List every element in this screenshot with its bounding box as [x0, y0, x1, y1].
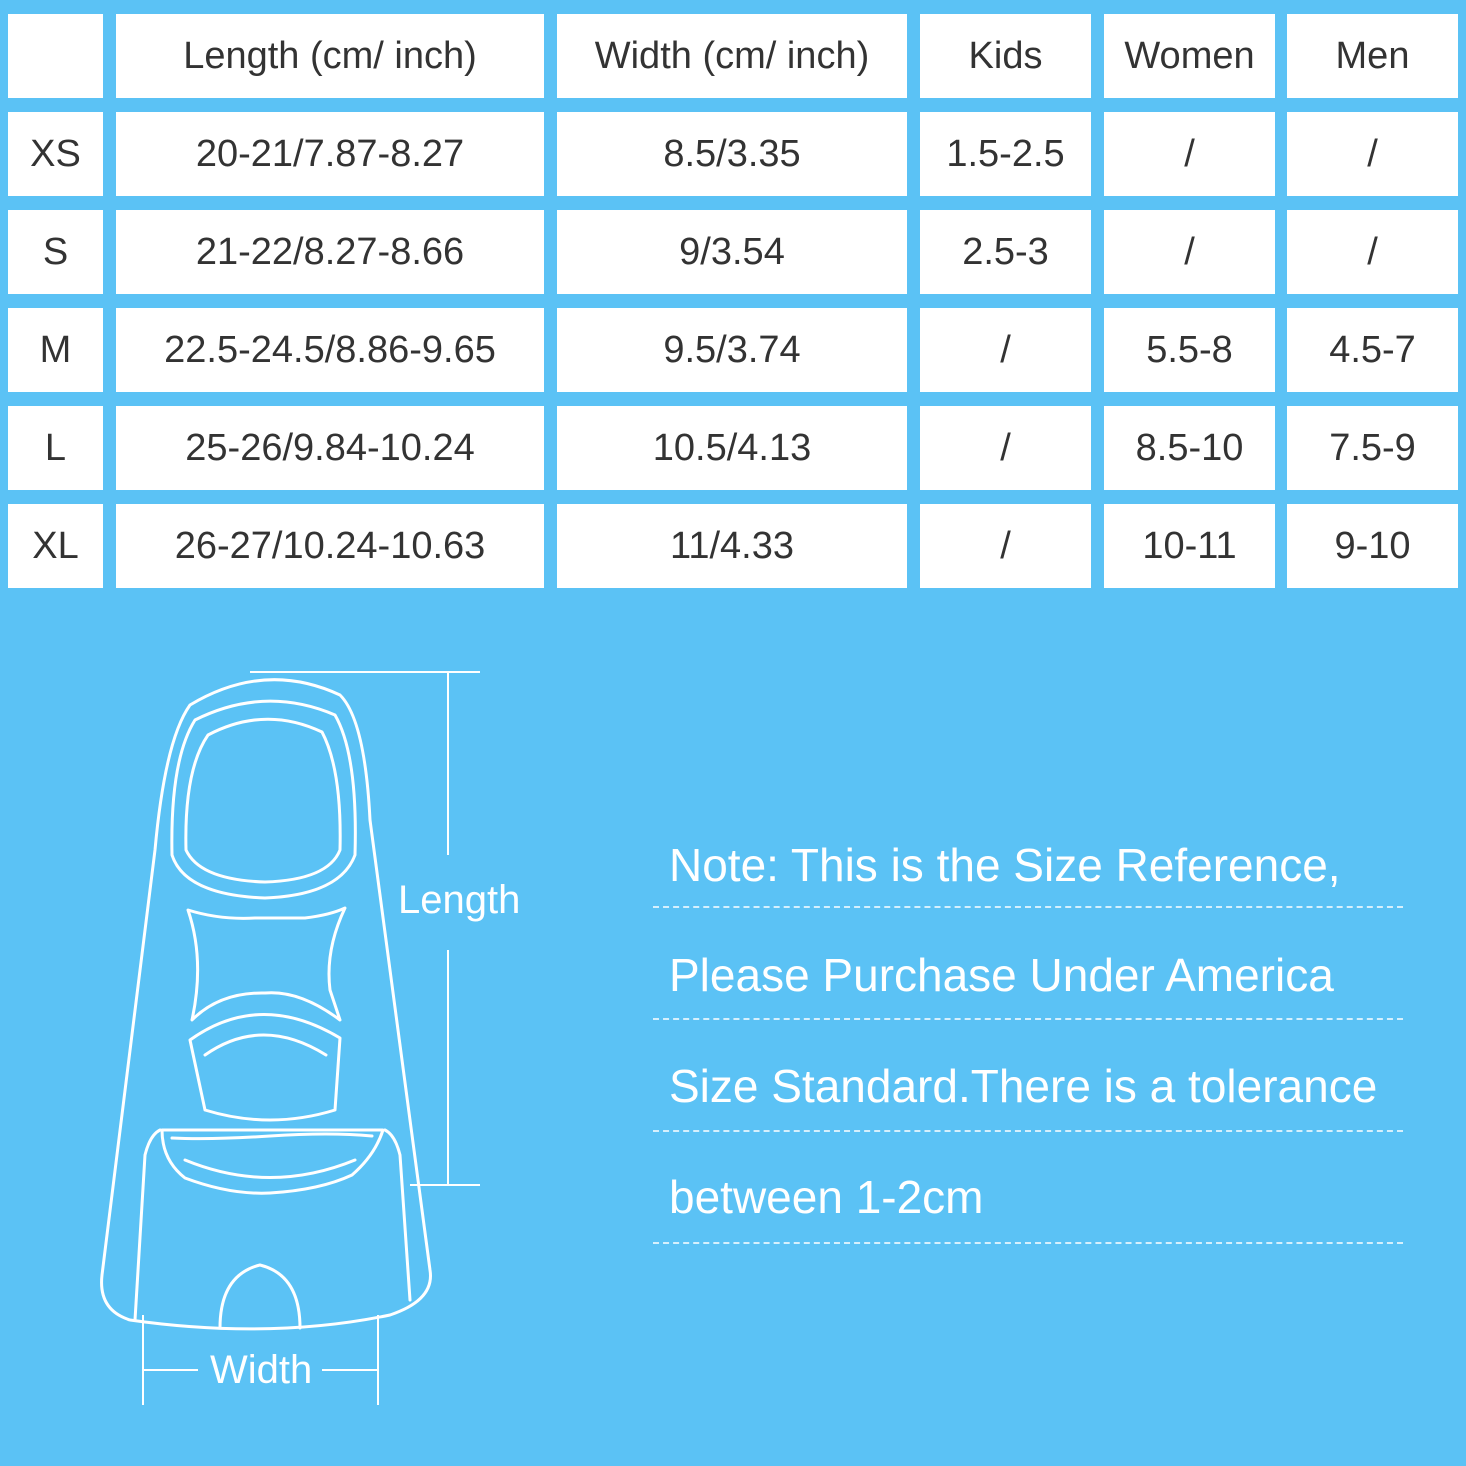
note-line: Size Standard.There is a tolerance	[669, 1060, 1378, 1112]
size-label-cell: XS	[8, 112, 103, 196]
table-cell: 7.5-9	[1287, 406, 1458, 490]
table-cell: 1.5-2.5	[920, 112, 1091, 196]
table-header-cell: Men	[1287, 14, 1458, 98]
size-label-cell: L	[8, 406, 103, 490]
table-cell: 5.5-8	[1104, 308, 1275, 392]
table-cell: 10.5/4.13	[557, 406, 907, 490]
table-cell: 11/4.33	[557, 504, 907, 588]
note-divider	[653, 906, 1403, 908]
table-cell: 9.5/3.74	[557, 308, 907, 392]
table-cell: 21-22/8.27-8.66	[116, 210, 544, 294]
size-label-cell: M	[8, 308, 103, 392]
table-cell: /	[920, 504, 1091, 588]
note-line: between 1-2cm	[669, 1171, 984, 1223]
table-header-cell: Width (cm/ inch)	[557, 14, 907, 98]
table-header-cell: Kids	[920, 14, 1091, 98]
length-label: Length	[398, 878, 521, 922]
table-cell: 8.5/3.35	[557, 112, 907, 196]
fin-outline-illustration	[90, 660, 530, 1420]
table-cell: 4.5-7	[1287, 308, 1458, 392]
note-line: Please Purchase Under America	[669, 949, 1334, 1001]
table-header-cell: Women	[1104, 14, 1275, 98]
table-cell: 20-21/7.87-8.27	[116, 112, 544, 196]
table-cell: 22.5-24.5/8.86-9.65	[116, 308, 544, 392]
width-label: Width	[210, 1348, 313, 1392]
size-label-cell: S	[8, 210, 103, 294]
table-cell: 10-11	[1104, 504, 1275, 588]
table-cell: /	[1104, 112, 1275, 196]
table-cell: /	[1104, 210, 1275, 294]
table-cell: /	[1287, 112, 1458, 196]
note-divider	[653, 1130, 1403, 1132]
table-cell: 9-10	[1287, 504, 1458, 588]
table-cell: 8.5-10	[1104, 406, 1275, 490]
note-divider	[653, 1242, 1403, 1244]
table-cell: 2.5-3	[920, 210, 1091, 294]
table-cell: 9/3.54	[557, 210, 907, 294]
table-cell: 26-27/10.24-10.63	[116, 504, 544, 588]
size-label-cell: XL	[8, 504, 103, 588]
table-corner-cell	[8, 14, 103, 98]
table-cell: 25-26/9.84-10.24	[116, 406, 544, 490]
note-divider	[653, 1018, 1403, 1020]
table-cell: /	[1287, 210, 1458, 294]
note-line: Note: This is the Size Reference,	[669, 839, 1341, 891]
table-cell: /	[920, 308, 1091, 392]
table-cell: /	[920, 406, 1091, 490]
table-header-cell: Length (cm/ inch)	[116, 14, 544, 98]
